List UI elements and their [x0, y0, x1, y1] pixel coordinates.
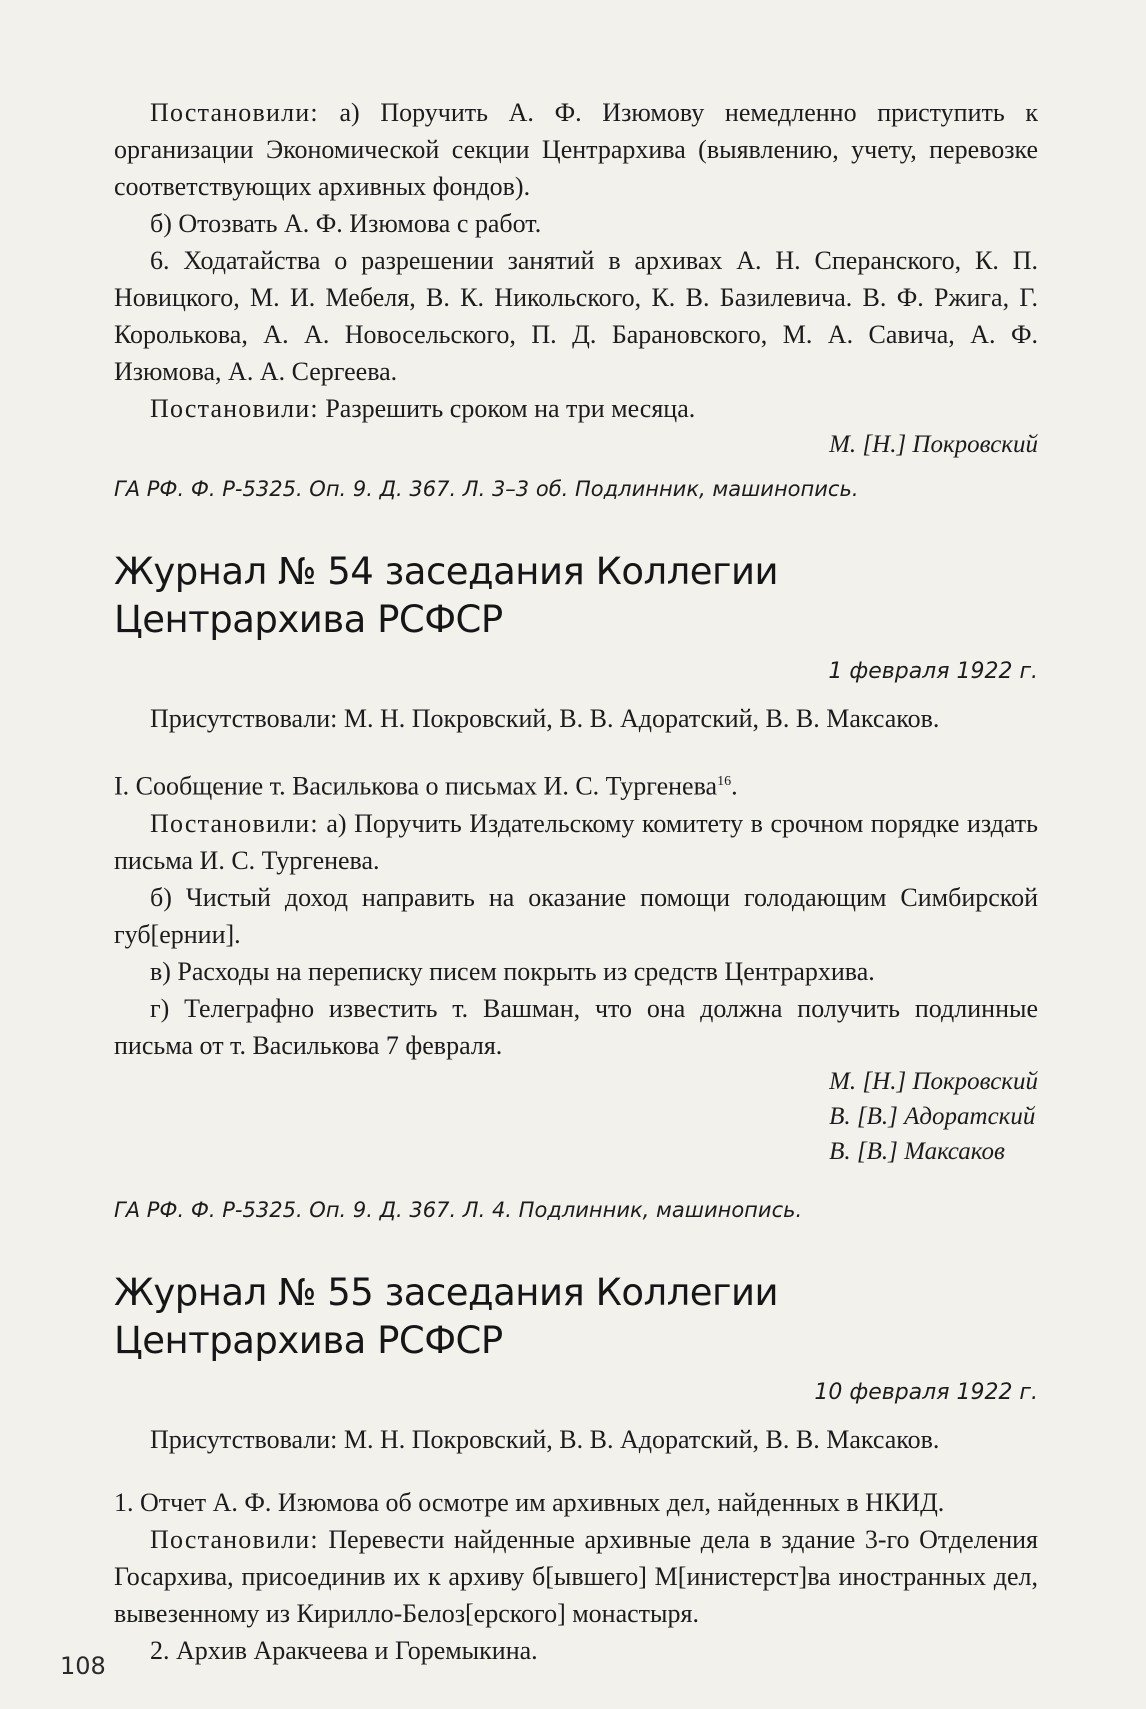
resolution-paragraph — [114, 390, 1038, 427]
resolution-keyword: Постановили: — [150, 98, 319, 127]
agenda-item-text: I. Сообщение т. Василькова о письмах И. С. Тургенева — [114, 771, 718, 801]
signature-block — [114, 1064, 1038, 1169]
footnote-ref: 16 — [717, 774, 732, 789]
signature: В. [В.] Максаков — [829, 1137, 1005, 1165]
resolution-paragraph — [114, 805, 1038, 879]
resolution-keyword: Постановили: — [150, 394, 319, 423]
journal-55-title: Журнал № 55 заседания Коллегии Центрархива РСФСР — [114, 1270, 779, 1362]
signature: В. [В.] Адоратский — [829, 1102, 1036, 1130]
attendance: Присутствовали: М. Н. Покровский, В. В. Адоратский, В. В. Максаков. — [150, 1424, 940, 1454]
signature-list — [829, 1064, 1038, 1169]
resolution-paragraph — [114, 1521, 1038, 1632]
journal-54-date: 1 февраля 1922 г. — [828, 659, 1038, 684]
journal-54-title: Журнал № 54 заседания Коллегии Центрархива РСФСР — [114, 550, 779, 641]
paragraph: 6. Ходатайства о разрешении занятий в архивах А. Н. Сперанского, К. П. Новицкого, М. И. Мебеля, В. К. Никольского, К. В. Базилевича. В. Ф. Ржига, Г. Королькова, А. А. Новосельского, П. Д. Барановского, М. А. Савича, А. Ф. Изюмова, А. А. Сергеева. — [114, 246, 1038, 386]
resolution-item: г) Телеграфно известить т. Вашман, что она должна получить подлинные письма от т. Василькова 7 февраля. — [114, 993, 1038, 1060]
attendance: Присутствовали: М. Н. Покровский, В. В. Адоратский, В. В. Максаков. — [150, 704, 940, 733]
journal-55-date: 10 февраля 1922 г. — [814, 1379, 1038, 1405]
resolution-item: б) Чистый доход направить на оказание помощи голодающим Симбирской губ[ернии]. — [114, 882, 1038, 949]
signature: М. [Н.] Покровский — [829, 1067, 1038, 1095]
signature: М. [Н.] Покровский — [829, 431, 1038, 458]
agenda-item — [114, 763, 1038, 805]
archive-source: ГА РФ. Ф. Р-5325. Оп. 9. Д. 367. Л. 3–3 об. Подлинник, машинопись. — [114, 477, 859, 501]
resolution-paragraph — [114, 94, 1038, 205]
resolution-text: Перевести найденные архивные дела в здание 3-го Отделения Госархива, присоединив их к архиву б[ывшего] М[инистерст]ва иностранных дел, вывезенному из Кирилло-Белоз[ерского] монастыря. — [114, 1524, 1038, 1628]
resolution-text: а) Поручить Издательскому комитету в срочном порядке издать письма И. С. Тургенева. — [114, 808, 1038, 875]
resolution-keyword: Постановили: — [150, 1524, 319, 1554]
resolution-text: Разрешить сроком на три месяца. — [318, 394, 696, 423]
agenda-item: 1. Отчет А. Ф. Изюмова об осмотре им архивных дел, найденных в НКИД. — [114, 1487, 945, 1517]
text-column — [114, 94, 1038, 1669]
paragraph: б) Отозвать А. Ф. Изюмова с работ. — [150, 209, 542, 238]
resolution-text: а) Поручить А. Ф. Изюмову немедленно приступить к организации Экономической секции Центрархива (выявлению, учету, перевозке соответствующих архивных фондов). — [114, 98, 1038, 201]
archive-source: ГА РФ. Ф. Р-5325. Оп. 9. Д. 367. Л. 4. Подлинник, машинопись. — [114, 1197, 803, 1222]
resolution-keyword: Постановили: — [150, 808, 319, 838]
agenda-item: 2. Архив Аракчеева и Горемыкина. — [150, 1635, 538, 1665]
page-number: 108 — [60, 1652, 106, 1680]
resolution-item: в) Расходы на переписку писем покрыть из средств Центрархива. — [150, 956, 875, 986]
agenda-item-end: . — [731, 771, 738, 801]
